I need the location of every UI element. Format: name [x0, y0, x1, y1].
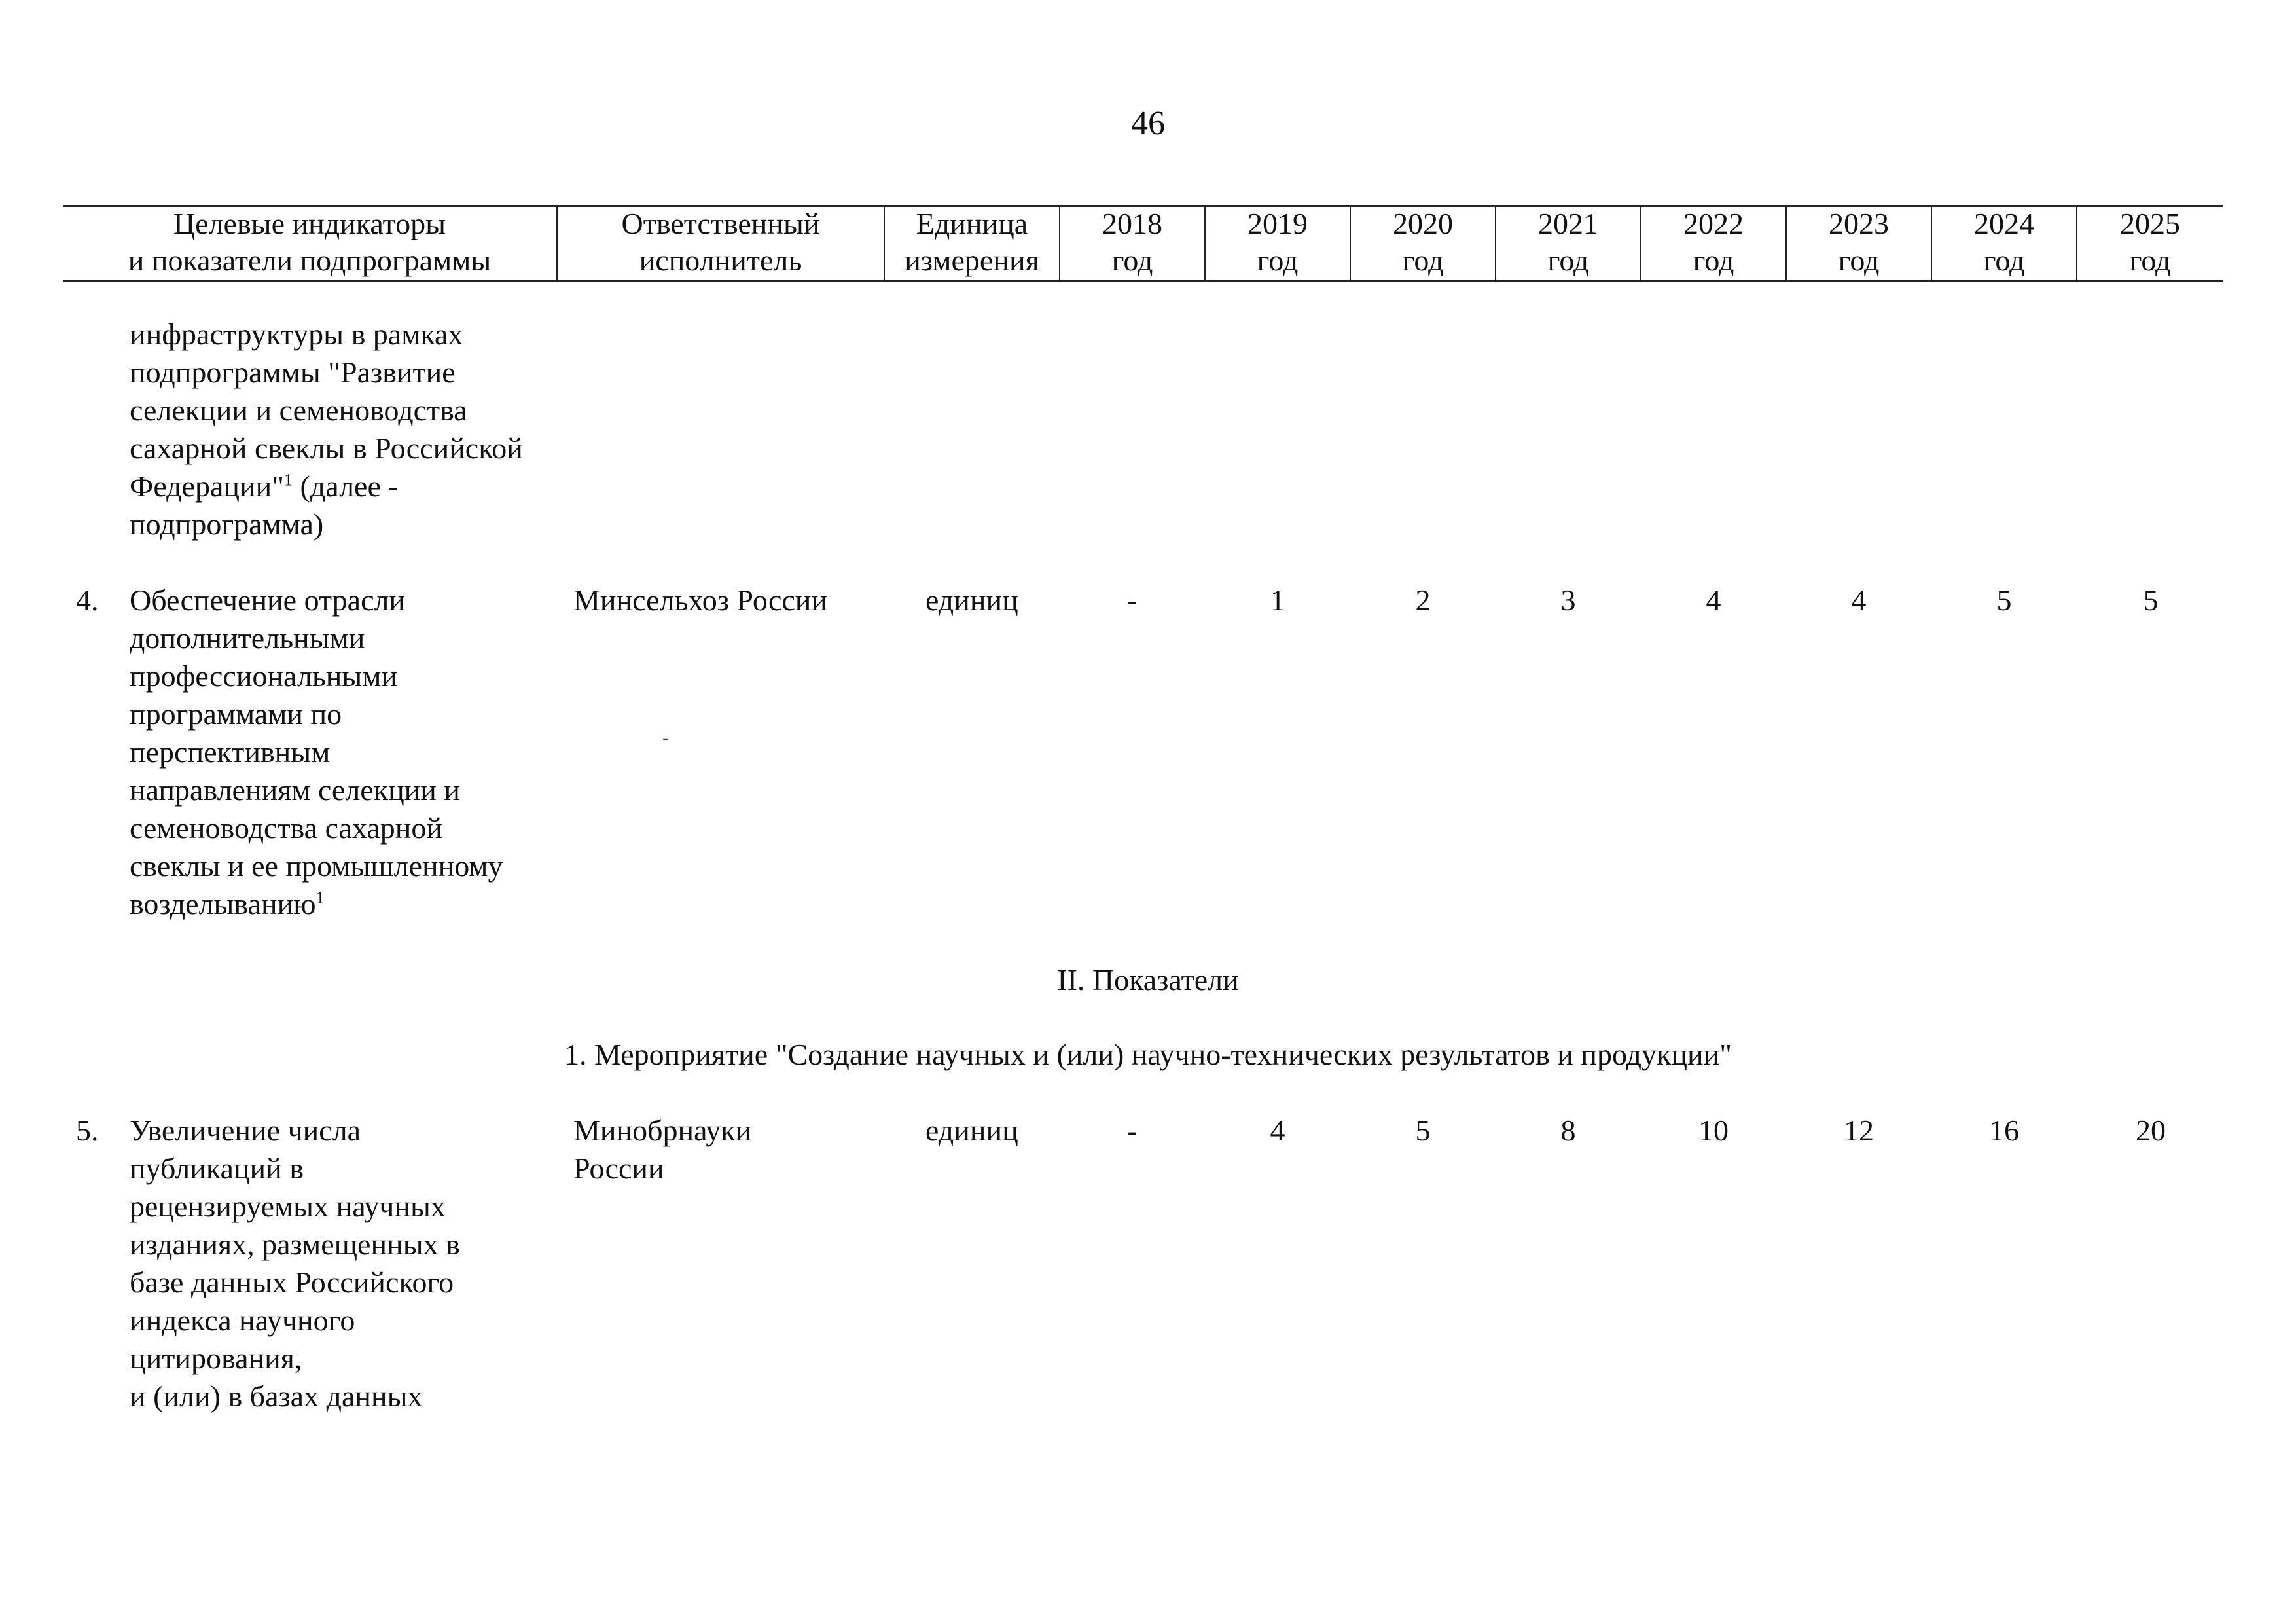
header-unit-line2: измерения [905, 244, 1039, 277]
header-year-label: год [1547, 244, 1589, 277]
header-year: 2021 [1538, 207, 1598, 240]
header-year-label: год [1983, 244, 2025, 277]
text-line: Федерации"$^1$ (далее - [130, 469, 399, 503]
header-year-label: год [1257, 244, 1299, 277]
row4-value-2024: 5 [1996, 583, 2012, 617]
text-line: дополнительными [130, 621, 365, 655]
header-year-label: год [1402, 244, 1444, 277]
stray-dash-mark: - [662, 727, 669, 748]
text-line: и (или) в базах данных [130, 1379, 423, 1413]
header-year: 2025 [2120, 207, 2180, 240]
text-line: селекции и семеноводства [130, 393, 467, 427]
footnote-mark: 1 [315, 888, 325, 907]
text-line: Обеспечение отрасли [130, 583, 406, 617]
text-line: программами по [130, 697, 342, 731]
row5-executor [573, 1112, 751, 1188]
text-line: направлениям селекции и [130, 773, 461, 807]
header-indicators-line1: Целевые индикаторы [173, 207, 446, 240]
text-line: Минобрнауки [573, 1114, 752, 1147]
text-line: изданиях, размещенных в [130, 1228, 460, 1261]
continuation-text [130, 316, 562, 543]
row5-value-2022: 10 [1698, 1114, 1729, 1147]
text-line: профессиональными [130, 659, 398, 693]
row5-value-2018: - [1127, 1114, 1138, 1147]
row4-unit: единиц [925, 583, 1018, 617]
row4-indicator [130, 581, 562, 923]
text-line: семеноводства сахарной [130, 811, 443, 845]
header-year-label: год [1111, 244, 1153, 277]
header-unit [885, 204, 1059, 280]
header-year: 2024 [1974, 207, 2034, 240]
row-number: 4. [76, 583, 99, 617]
section-title: II. Показатели [1057, 963, 1239, 996]
header-year-2024 [1932, 204, 2076, 280]
row4-value-2020: 2 [1415, 583, 1431, 617]
text-line: публикаций в [130, 1152, 304, 1185]
header-year-2022 [1641, 204, 1785, 280]
subsection-title: 1. Мероприятие "Создание научных и (или) научно-технических результатов и продукции" [564, 1038, 1732, 1071]
text-line: Увеличение числа [130, 1114, 361, 1147]
header-year-2021 [1496, 204, 1640, 280]
row5-value-2019: 4 [1270, 1114, 1285, 1147]
header-year: 2022 [1683, 207, 1744, 240]
text-line: подпрограммы "Развитие [130, 356, 456, 389]
header-year: 2023 [1829, 207, 1889, 240]
header-year: 2020 [1393, 207, 1453, 240]
row5-unit: единиц [925, 1114, 1018, 1147]
row4-value-2019: 1 [1270, 583, 1285, 617]
header-year-label: год [1693, 244, 1734, 277]
row5-value-2023: 12 [1844, 1114, 1874, 1147]
row4-value-2023: 4 [1851, 583, 1867, 617]
header-year-2019 [1206, 204, 1350, 280]
text-line: свеклы и ее промышленному [130, 849, 503, 883]
text-line: индекса научного [130, 1304, 355, 1337]
row5-value-2025: 20 [2136, 1114, 2166, 1147]
header-year-2025 [2077, 204, 2223, 280]
page-number: 46 [1131, 105, 1165, 142]
header-indicators [63, 204, 556, 280]
row4-value-2025: 5 [2143, 583, 2159, 617]
header-year-2023 [1787, 204, 1931, 280]
text-line: возделыванию$^1$ [130, 887, 325, 921]
row4-value-2018: - [1127, 583, 1138, 617]
header-year-label: год [2129, 244, 2171, 277]
header-year-2020 [1351, 204, 1495, 280]
text-line: базе данных Российского [130, 1266, 454, 1299]
text-line: России [573, 1152, 664, 1185]
text-line: цитирования, [130, 1341, 302, 1375]
header-executor-line2: исполнитель [639, 244, 802, 277]
text-line: перспективным [130, 735, 331, 769]
header-year: 2019 [1247, 207, 1308, 240]
text-line: сахарной свеклы в Российской [130, 431, 523, 465]
row4-executor: Минсельхоз России [573, 583, 828, 617]
row5-value-2024: 16 [1989, 1114, 2019, 1147]
row4-value-2022: 4 [1706, 583, 1721, 617]
header-year-2018 [1060, 204, 1204, 280]
header-executor [558, 204, 884, 280]
text-line: инфраструктуры в рамках [130, 318, 463, 351]
row5-value-2021: 8 [1560, 1114, 1576, 1147]
text-line: рецензируемых научных [130, 1190, 446, 1223]
header-executor-line1: Ответственный [621, 207, 820, 240]
row5-indicator [130, 1112, 562, 1415]
header-unit-line1: Единица [916, 207, 1028, 240]
header-year-label: год [1838, 244, 1880, 277]
text-line: подпрограмма) [130, 507, 324, 541]
header-indicators-line2: и показатели подпрограммы [128, 244, 492, 277]
row4-value-2021: 3 [1560, 583, 1576, 617]
header-year: 2018 [1102, 207, 1162, 240]
row-number: 5. [76, 1114, 99, 1147]
row5-value-2020: 5 [1415, 1114, 1431, 1147]
footnote-mark: 1 [284, 470, 293, 490]
